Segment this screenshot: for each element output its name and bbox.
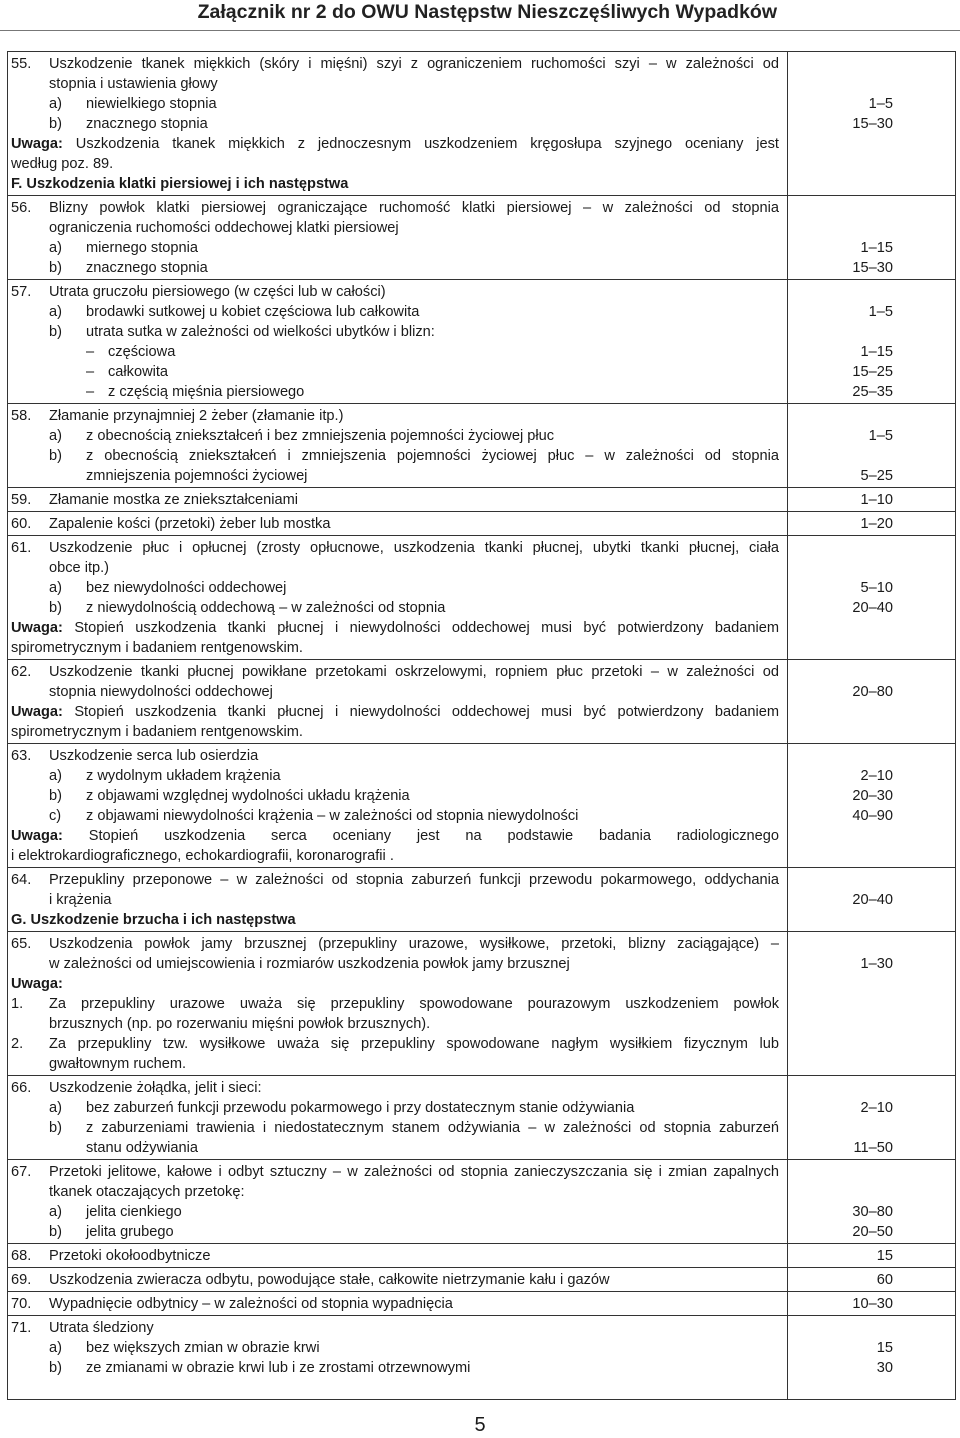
table-row — [8, 196, 956, 280]
percentage-value: 1–5 — [868, 96, 893, 112]
item-number: 60. — [11, 516, 32, 532]
row-value-cell — [788, 1076, 956, 1160]
text-line — [11, 54, 779, 74]
line-text: Uszkodzenie serca lub osierdzia — [49, 748, 259, 764]
sub-item-label: a) — [49, 1100, 62, 1116]
text-line — [11, 1202, 779, 1222]
row-value-cell — [788, 1244, 956, 1268]
line-text: znacznego stopnia — [86, 116, 208, 132]
percentage-value — [788, 134, 893, 154]
sub-item-label: a) — [49, 304, 62, 320]
row-value-cell — [788, 1160, 956, 1244]
percentage-value — [788, 638, 893, 658]
row-value-cell — [788, 488, 956, 512]
item-number: 68. — [11, 1248, 32, 1264]
table-row — [8, 280, 956, 404]
row-value-cell — [788, 196, 956, 280]
text-line — [11, 870, 779, 890]
percentage-value: 1–20 — [860, 516, 893, 532]
line-text: Stopień uszkodzenia serca oceniany jest na podstawie badania radiologicznego — [62, 828, 779, 844]
percentage-value — [788, 746, 893, 766]
row-description-cell — [8, 744, 788, 868]
text-line — [11, 578, 779, 598]
injury-table — [7, 51, 956, 1400]
text-line — [11, 406, 779, 426]
percentage-value — [788, 934, 893, 954]
bold-text: F. Uszkodzenia klatki piersiowej i ich następstwa — [11, 176, 349, 192]
text-line — [11, 934, 779, 954]
bold-text: Uwaga: — [11, 704, 63, 720]
line-text: jelita cienkiego — [86, 1204, 182, 1220]
document-header-title: Załącznik nr 2 do OWU Następstw Nieszczęśliwych Wypadków — [197, 1, 777, 23]
percentage-value — [788, 218, 893, 238]
text-line — [11, 1294, 779, 1314]
line-text: utrata sutka w zależności od wielkości ubytków i blizn: — [86, 324, 435, 340]
sub-item-label: a) — [49, 768, 62, 784]
percentage-value: 1–5 — [868, 428, 893, 444]
text-line — [11, 638, 779, 658]
row-description-cell — [8, 1076, 788, 1160]
percentage-value: 30–80 — [852, 1204, 893, 1220]
sub-item-label: b) — [49, 788, 62, 804]
sub-item-label: a) — [49, 96, 62, 112]
line-text: bez większych zmian w obrazie krwi — [86, 1340, 320, 1356]
percentage-value — [788, 618, 893, 638]
sub-item-label: b) — [49, 1360, 62, 1376]
sub-item-label: b) — [49, 1224, 62, 1240]
percentage-value: 10–30 — [852, 1296, 893, 1312]
text-line — [11, 1182, 779, 1202]
row-description-cell — [8, 536, 788, 660]
line-text: tkanek otaczających przetokę: — [49, 1184, 245, 1200]
table-row — [8, 932, 956, 1076]
row-description-cell — [8, 280, 788, 404]
line-text: brzusznych (np. po rozerwaniu mięśni powłok brzusznych). — [49, 1016, 431, 1032]
text-line — [11, 302, 779, 322]
text-line — [11, 826, 779, 846]
percentage-value — [788, 994, 893, 1014]
item-number: 70. — [11, 1296, 32, 1312]
item-number: 63. — [11, 748, 32, 764]
line-text: Za przepukliny urazowe uważa się przepukliny spowodowane pourazowym uszkodzeniem powłok — [49, 996, 779, 1012]
line-text: niewielkiego stopnia — [86, 96, 217, 112]
line-text: miernego stopnia — [86, 240, 198, 256]
row-description-cell — [8, 512, 788, 536]
percentage-value — [788, 846, 893, 866]
line-text: zmniejszenia pojemności życiowej — [86, 468, 308, 484]
line-text: z wydolnym układem krążenia — [86, 768, 281, 784]
percentage-value — [788, 154, 893, 174]
text-line — [11, 786, 779, 806]
line-text: Blizny powłok klatki piersiowej ograniczające ruchomość klatki piersiowej – w zależności od stopnia — [49, 200, 779, 216]
text-line — [11, 1138, 779, 1158]
line-text: gwałtownym ruchem. — [49, 1056, 187, 1072]
sub-item-label: b) — [49, 116, 62, 132]
percentage-value — [788, 1182, 893, 1202]
row-value-cell — [788, 1268, 956, 1292]
percentage-value: 15 — [876, 1248, 893, 1264]
text-line — [11, 1358, 779, 1378]
percentage-value: 2–10 — [860, 768, 893, 784]
line-text: bez zaburzeń funkcji przewodu pokarmowego i przy dostatecznym stanie odżywiania — [86, 1100, 635, 1116]
line-text: i elektrokardiograficznego, echokardiografii, koronarografii . — [11, 848, 394, 864]
row-value-cell — [788, 744, 956, 868]
percentage-value — [788, 74, 893, 94]
row-description-cell — [8, 1316, 788, 1400]
percentage-value: 1–15 — [860, 240, 893, 256]
dash-bullet: – — [86, 344, 95, 360]
percentage-value: 20–40 — [852, 892, 893, 908]
bold-text: Uwaga: — [11, 828, 63, 844]
line-text: obce itp.) — [49, 560, 110, 576]
row-description-cell — [8, 404, 788, 488]
line-text: Uszkodzenie tkanek miękkich (skóry i mięśni) szyi z ograniczeniem ruchomości szyi – w zależności od — [49, 56, 779, 72]
text-line — [11, 382, 779, 402]
percentage-value: 15–30 — [852, 116, 893, 132]
line-text: Utrata śledziony — [49, 1320, 154, 1336]
percentage-value — [788, 1118, 893, 1138]
item-number: 1. — [11, 996, 24, 1012]
line-text: z niewydolnością oddechową – w zależności od stopnia — [86, 600, 446, 616]
percentage-value: 2–10 — [860, 1100, 893, 1116]
text-line — [11, 1034, 779, 1054]
percentage-value — [788, 870, 893, 890]
item-number: 55. — [11, 56, 32, 72]
percentage-value: 1–15 — [860, 344, 893, 360]
table-row — [8, 1316, 956, 1400]
text-line — [11, 466, 779, 486]
percentage-value — [788, 322, 893, 342]
row-description-cell — [8, 1292, 788, 1316]
text-line — [11, 490, 779, 510]
sub-item-label: c) — [49, 808, 62, 824]
percentage-value — [788, 974, 893, 994]
item-number: 61. — [11, 540, 32, 556]
text-line — [11, 1098, 779, 1118]
row-description-cell — [8, 196, 788, 280]
percentage-value — [788, 198, 893, 218]
line-text: Uszkodzenie żołądka, jelit i sieci: — [49, 1080, 262, 1096]
sub-item-label: a) — [49, 1204, 62, 1220]
percentage-value: 15–30 — [852, 260, 893, 276]
percentage-value — [788, 406, 893, 426]
line-text: Przepukliny przeponowe – w zależności od stopnia zaburzeń funkcji przewodu pokarmowego, oddychania — [49, 872, 779, 888]
text-line — [11, 558, 779, 578]
percentage-value — [788, 826, 893, 846]
line-text: z częścią mięśnia piersiowego — [108, 384, 305, 400]
line-text: znacznego stopnia — [86, 260, 208, 276]
text-line — [11, 1222, 779, 1242]
row-description-cell — [8, 932, 788, 1076]
table-row — [8, 1160, 956, 1244]
percentage-value — [788, 1162, 893, 1182]
line-text: jelita grubego — [86, 1224, 174, 1240]
text-line — [11, 74, 779, 94]
line-text: Złamanie mostka ze zniekształceniami — [49, 492, 298, 508]
text-line — [11, 910, 779, 930]
text-line — [11, 446, 779, 466]
line-text: bez niewydolności oddechowej — [86, 580, 287, 596]
percentage-value — [788, 1054, 893, 1074]
line-text: Uszkodzenie tkanki płucnej powikłane przetokami oskrzelowymi, ropniem płuc przetoki – w zależności od — [49, 664, 779, 680]
sub-item-label: b) — [49, 324, 62, 340]
percentage-value — [788, 662, 893, 682]
row-description-cell — [8, 52, 788, 196]
bold-text: Uwaga: — [11, 136, 63, 152]
text-line — [11, 114, 779, 134]
table-row — [8, 660, 956, 744]
text-line — [11, 322, 779, 342]
row-value-cell — [788, 512, 956, 536]
item-number: 69. — [11, 1272, 32, 1288]
percentage-value: 11–50 — [853, 1140, 893, 1156]
line-text: Uszkodzenia powłok jamy brzusznej (przepukliny urazowe, wysiłkowe, przetoki, blizny zaciągające) – — [49, 936, 779, 952]
percentage-value — [788, 446, 893, 466]
sub-item-label: b) — [49, 1120, 62, 1136]
table-row — [8, 536, 956, 660]
table-row — [8, 1268, 956, 1292]
text-line — [11, 154, 779, 174]
percentage-value: 1–10 — [860, 492, 893, 508]
text-line — [11, 426, 779, 446]
percentage-value: 5–10 — [860, 580, 893, 596]
item-number: 71. — [11, 1320, 32, 1336]
text-line — [11, 1318, 779, 1338]
line-text: Uszkodzenia zwieracza odbytu, powodujące stałe, całkowite nietrzymanie kału i gazów — [49, 1272, 610, 1288]
text-line — [11, 1378, 779, 1398]
sub-item-label: b) — [49, 260, 62, 276]
row-value-cell — [788, 280, 956, 404]
text-line — [11, 682, 779, 702]
row-description-cell — [8, 1244, 788, 1268]
page-number: 5 — [474, 1414, 486, 1436]
table-row — [8, 744, 956, 868]
text-line — [11, 134, 779, 154]
table-row — [8, 1076, 956, 1160]
bold-text: Uwaga: — [11, 976, 63, 992]
row-value-cell — [788, 404, 956, 488]
line-text: Uszkodzenie płuc i opłucnej (zrosty opłucnowe, uszkodzenia tkanki płucnej, ubytki tkanki płucnej, ciała — [49, 540, 779, 556]
line-text: ze zmianami w obrazie krwi lub i ze zrostami otrzewnowymi — [86, 1360, 471, 1376]
item-number: 56. — [11, 200, 32, 216]
percentage-value: 25–35 — [852, 384, 893, 400]
percentage-value — [788, 1378, 893, 1398]
line-text: według poz. 89. — [11, 156, 114, 172]
text-line — [11, 174, 779, 194]
text-line — [11, 514, 779, 534]
item-number: 59. — [11, 492, 32, 508]
row-value-cell — [788, 536, 956, 660]
line-text: Za przepukliny tzw. wysiłkowe uważa się przepukliny spowodowane nagłym wysiłkiem fizycznym lub — [49, 1036, 779, 1052]
text-line — [11, 846, 779, 866]
percentage-value: 40–90 — [852, 808, 893, 824]
row-description-cell — [8, 1268, 788, 1292]
percentage-value — [788, 1318, 893, 1338]
line-text: ograniczenia ruchomości oddechowej klatki piersiowej — [49, 220, 399, 236]
percentage-value: 15 — [876, 1340, 893, 1356]
line-text: stanu odżywiania — [86, 1140, 198, 1156]
row-description-cell — [8, 868, 788, 932]
row-value-cell — [788, 1292, 956, 1316]
line-text: z objawami względnej wydolności układu krążenia — [86, 788, 410, 804]
text-line — [11, 954, 779, 974]
row-description-cell — [8, 1160, 788, 1244]
sub-item-label: a) — [49, 1340, 62, 1356]
percentage-value — [788, 282, 893, 302]
line-text: z zaburzeniami trawienia i niedostatecznym stanem odżywiania – w zależności od stopnia zaburzeń — [86, 1120, 779, 1136]
text-line — [11, 722, 779, 742]
text-line — [11, 258, 779, 278]
line-text: w zależności od umiejscowienia i rozmiarów uszkodzenia powłok jamy brzusznej — [49, 956, 570, 972]
text-line — [11, 282, 779, 302]
percentage-value: 60 — [876, 1272, 893, 1288]
text-line — [11, 1246, 779, 1266]
text-line — [11, 1078, 779, 1098]
percentage-value: 20–50 — [852, 1224, 893, 1240]
line-text: z objawami niewydolności krążenia – w zależności od stopnia niewydolności — [86, 808, 579, 824]
header-divider — [0, 30, 960, 31]
percentage-value — [788, 558, 893, 578]
text-line — [11, 994, 779, 1014]
text-line — [11, 362, 779, 382]
item-number: 65. — [11, 936, 32, 952]
percentage-value: 1–5 — [868, 304, 893, 320]
percentage-value: 1–30 — [860, 956, 893, 972]
text-line — [11, 598, 779, 618]
text-line — [11, 766, 779, 786]
row-value-cell — [788, 52, 956, 196]
sub-item-label: b) — [49, 600, 62, 616]
line-text: Stopień uszkodzenia tkanki płucnej i niewydolności oddechowej musi być potwierdzony badaniem — [62, 620, 779, 636]
dash-bullet: – — [86, 364, 95, 380]
item-number: 66. — [11, 1080, 32, 1096]
bold-text: Uwaga: — [11, 620, 63, 636]
row-value-cell — [788, 660, 956, 744]
dash-bullet: – — [86, 384, 95, 400]
text-line — [11, 198, 779, 218]
table-row — [8, 52, 956, 196]
percentage-value — [788, 722, 893, 742]
line-text: stopnia i ustawienia głowy — [49, 76, 218, 92]
line-text: spirometrycznym i badaniem rentgenowskim. — [11, 640, 303, 656]
percentage-value: 30 — [876, 1360, 893, 1376]
text-line — [11, 1014, 779, 1034]
line-text: częściowa — [108, 344, 176, 360]
text-line — [11, 974, 779, 994]
text-line — [11, 342, 779, 362]
text-line — [11, 890, 779, 910]
text-line — [11, 618, 779, 638]
percentage-value — [788, 702, 893, 722]
percentage-value: 20–30 — [852, 788, 893, 804]
line-text: i krążenia — [49, 892, 112, 908]
line-text: stopnia niewydolności oddechowej — [49, 684, 273, 700]
text-line — [11, 94, 779, 114]
text-line — [11, 538, 779, 558]
line-text: Przetoki jelitowe, kałowe i odbyt sztuczny – w zależności od stopnia zanieczyszczania się i zmian zapalnych — [49, 1164, 779, 1180]
text-line — [11, 1118, 779, 1138]
bold-text: G. Uszkodzenie brzucha i ich następstwa — [11, 912, 296, 928]
percentage-value — [788, 910, 893, 930]
percentage-value: 5–25 — [860, 468, 893, 484]
line-text: z obecnością zniekształceń i zmniejszenia pojemności życiowej płuc – w zależności od stopnia — [86, 448, 779, 464]
sub-item-label: a) — [49, 428, 62, 444]
row-description-cell — [8, 660, 788, 744]
line-text: brodawki sutkowej u kobiet częściowa lub całkowita — [86, 304, 420, 320]
line-text: spirometrycznym i badaniem rentgenowskim. — [11, 724, 303, 740]
sub-item-label: a) — [49, 240, 62, 256]
item-number: 67. — [11, 1164, 32, 1180]
line-text: Złamanie przynajmniej 2 żeber (złamanie itp.) — [49, 408, 344, 424]
text-line — [11, 746, 779, 766]
line-text: Wypadnięcie odbytnicy – w zależności od stopnia wypadnięcia — [49, 1296, 453, 1312]
sub-item-label: b) — [49, 448, 62, 464]
percentage-value — [788, 538, 893, 558]
item-number: 2. — [11, 1036, 24, 1052]
line-text: z obecnością zniekształceń i bez zmniejszenia pojemności życiowej płuc — [86, 428, 555, 444]
text-line — [11, 1270, 779, 1290]
percentage-value — [788, 1034, 893, 1054]
sub-item-label: a) — [49, 580, 62, 596]
text-line — [11, 1162, 779, 1182]
line-text: całkowita — [108, 364, 169, 380]
table-row — [8, 868, 956, 932]
text-line — [11, 1338, 779, 1358]
percentage-value — [788, 1014, 893, 1034]
row-value-cell — [788, 932, 956, 1076]
row-value-cell — [788, 868, 956, 932]
text-line — [11, 218, 779, 238]
percentage-value: 15–25 — [852, 364, 893, 380]
line-text: Przetoki okołoodbytnicze — [49, 1248, 211, 1264]
line-text: Utrata gruczołu piersiowego (w części lub w całości) — [49, 284, 386, 300]
percentage-value: 20–40 — [852, 600, 893, 616]
percentage-value: 20–80 — [852, 684, 893, 700]
row-value-cell — [788, 1316, 956, 1400]
line-text: Stopień uszkodzenia tkanki płucnej i niewydolności oddechowej musi być potwierdzony badaniem — [62, 704, 779, 720]
table-row — [8, 1292, 956, 1316]
percentage-value — [788, 174, 893, 194]
table-row — [8, 404, 956, 488]
item-number: 58. — [11, 408, 32, 424]
item-number: 62. — [11, 664, 32, 680]
row-description-cell — [8, 488, 788, 512]
table-row — [8, 512, 956, 536]
percentage-value — [788, 54, 893, 74]
table-row — [8, 488, 956, 512]
item-number: 64. — [11, 872, 32, 888]
text-line — [11, 806, 779, 826]
line-text: Zapalenie kości (przetoki) żeber lub mostka — [49, 516, 331, 532]
table-row — [8, 1244, 956, 1268]
percentage-value — [788, 1078, 893, 1098]
line-text: Uszkodzenia tkanek miękkich z jednoczesnym uszkodzeniem kręgosłupa szyjnego oceniany jest — [62, 136, 779, 152]
text-line — [11, 1054, 779, 1074]
item-number: 57. — [11, 284, 32, 300]
text-line — [11, 238, 779, 258]
text-line — [11, 702, 779, 722]
text-line — [11, 662, 779, 682]
